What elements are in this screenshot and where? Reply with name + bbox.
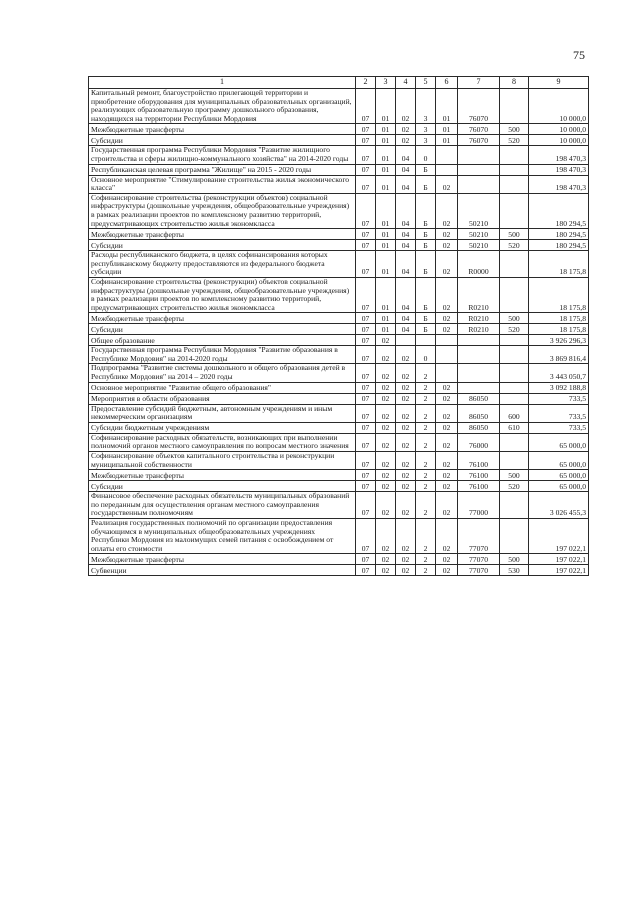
- target-article-cell: [458, 346, 500, 364]
- section-code-cell: 07: [356, 229, 376, 240]
- table-header-row: [89, 77, 589, 89]
- row-name-cell: Межбюджетные трансферты: [89, 470, 356, 481]
- program-code-cell: 02: [396, 364, 416, 382]
- target-article-cell: 76100: [458, 481, 500, 492]
- activity-code-cell: 01: [436, 89, 458, 124]
- program-code-cell: 02: [396, 554, 416, 565]
- table-row: [89, 124, 589, 135]
- table-row: [89, 346, 589, 364]
- expense-type-cell: [500, 277, 529, 312]
- expense-type-cell: [500, 492, 529, 519]
- program-code-cell: 04: [396, 229, 416, 240]
- subprogram-code-cell: 2: [416, 433, 436, 451]
- table-row: [89, 452, 589, 470]
- program-code-cell: 04: [396, 324, 416, 335]
- program-code-cell: 04: [396, 175, 416, 193]
- page-number: 75: [573, 48, 585, 62]
- subprogram-code-cell: 0: [416, 146, 436, 164]
- program-code-cell: 04: [396, 193, 416, 228]
- header-cell: 4: [396, 77, 416, 89]
- activity-code-cell: 02: [436, 422, 458, 433]
- table-row: [89, 404, 589, 422]
- amount-cell: 10 000,0: [529, 89, 589, 124]
- table-row: [89, 519, 589, 554]
- amount-cell: 3 869 816,4: [529, 346, 589, 364]
- section-code-cell: 07: [356, 470, 376, 481]
- activity-code-cell: 02: [436, 229, 458, 240]
- amount-cell: 3 926 296,3: [529, 335, 589, 346]
- subsection-code-cell: 01: [376, 277, 396, 312]
- subprogram-code-cell: 2: [416, 470, 436, 481]
- subprogram-code-cell: Б: [416, 277, 436, 312]
- expense-type-cell: 500: [500, 470, 529, 481]
- row-name-cell: Расходы республиканского бюджета, в целях софинансирования которых республиканскому бюджету предоставляются из федерального бюджета субсидии: [89, 251, 356, 278]
- amount-cell: 65 000,0: [529, 481, 589, 492]
- row-name-cell: Подпрограмма "Развитие системы дошкольного и общего образования детей в Республике Мордовия" на 2014 – 2020 годы: [89, 364, 356, 382]
- expense-type-cell: 500: [500, 554, 529, 565]
- section-code-cell: 07: [356, 492, 376, 519]
- table-row: [89, 481, 589, 492]
- subsection-code-cell: 02: [376, 565, 396, 576]
- table-row: [89, 135, 589, 146]
- header-cell: 5: [416, 77, 436, 89]
- table-row: [89, 492, 589, 519]
- amount-cell: 10 000,0: [529, 135, 589, 146]
- amount-cell: 198 470,3: [529, 146, 589, 164]
- section-code-cell: 07: [356, 346, 376, 364]
- section-code-cell: 07: [356, 175, 376, 193]
- table-row: [89, 565, 589, 576]
- program-code-cell: 02: [396, 519, 416, 554]
- subsection-code-cell: 02: [376, 519, 396, 554]
- target-article-cell: 77070: [458, 554, 500, 565]
- table-row: [89, 251, 589, 278]
- subsection-code-cell: 01: [376, 135, 396, 146]
- amount-cell: 3 092 188,8: [529, 382, 589, 393]
- section-code-cell: 07: [356, 240, 376, 251]
- row-name-cell: Софинансирование строительства (реконструкции) объектов социальной инфраструктуры (дошкольные учреждения, общеобразовательные учреждения) в рамках реализации проектов по комплексному развитию территорий, предусматривающих строительство жилья экономкласса: [89, 277, 356, 312]
- target-article-cell: [458, 146, 500, 164]
- header-cell: 6: [436, 77, 458, 89]
- table-row: [89, 164, 589, 175]
- header-cell: 8: [500, 77, 529, 89]
- section-code-cell: 07: [356, 124, 376, 135]
- subprogram-code-cell: 2: [416, 364, 436, 382]
- amount-cell: 3 026 455,3: [529, 492, 589, 519]
- expense-type-cell: 500: [500, 313, 529, 324]
- activity-code-cell: 02: [436, 404, 458, 422]
- table-row: [89, 229, 589, 240]
- section-code-cell: 07: [356, 251, 376, 278]
- row-name-cell: Субсидии: [89, 135, 356, 146]
- expense-type-cell: [500, 175, 529, 193]
- subprogram-code-cell: 2: [416, 393, 436, 404]
- subprogram-code-cell: 3: [416, 124, 436, 135]
- subsection-code-cell: 01: [376, 229, 396, 240]
- header-cell: 2: [356, 77, 376, 89]
- program-code-cell: 02: [396, 89, 416, 124]
- activity-code-cell: 02: [436, 240, 458, 251]
- budget-table: [88, 76, 589, 576]
- section-code-cell: 07: [356, 554, 376, 565]
- expense-type-cell: 520: [500, 135, 529, 146]
- amount-cell: 65 000,0: [529, 452, 589, 470]
- header-cell: 3: [376, 77, 396, 89]
- target-article-cell: 76100: [458, 470, 500, 481]
- table-row: [89, 364, 589, 382]
- target-article-cell: R0210: [458, 313, 500, 324]
- row-name-cell: Республиканская целевая программа "Жилище" на 2015 - 2020 годы: [89, 164, 356, 175]
- expense-type-cell: [500, 433, 529, 451]
- subprogram-code-cell: Б: [416, 324, 436, 335]
- subsection-code-cell: 02: [376, 364, 396, 382]
- table-row: [89, 335, 589, 346]
- expense-type-cell: [500, 452, 529, 470]
- section-code-cell: 07: [356, 335, 376, 346]
- activity-code-cell: 02: [436, 193, 458, 228]
- subprogram-code-cell: 2: [416, 382, 436, 393]
- row-name-cell: Софинансирование строительства (реконструкции объектов) социальной инфраструктуры (дошкольные учреждения, общеобразовательные учреждения) в рамках реализации проектов по комплексному развитию территорий, предусматривающих строительство жилья экономкласса: [89, 193, 356, 228]
- subsection-code-cell: 02: [376, 346, 396, 364]
- row-name-cell: Межбюджетные трансферты: [89, 229, 356, 240]
- table-row: [89, 382, 589, 393]
- activity-code-cell: 02: [436, 251, 458, 278]
- expense-type-cell: 610: [500, 422, 529, 433]
- row-name-cell: Субсидии бюджетным учреждениям: [89, 422, 356, 433]
- subprogram-code-cell: Б: [416, 193, 436, 228]
- target-article-cell: 76000: [458, 433, 500, 451]
- subsection-code-cell: 02: [376, 481, 396, 492]
- expense-type-cell: [500, 364, 529, 382]
- expense-type-cell: [500, 335, 529, 346]
- row-name-cell: Реализация государственных полномочий по организации предоставления обучающимся в муниципальных общеобразовательных учреждениях Республики Мордовия из малоимущих семей питания с освобождением от оплаты его стоимости: [89, 519, 356, 554]
- expense-type-cell: [500, 393, 529, 404]
- amount-cell: 18 175,8: [529, 324, 589, 335]
- expense-type-cell: [500, 146, 529, 164]
- section-code-cell: 07: [356, 277, 376, 312]
- subprogram-code-cell: 2: [416, 404, 436, 422]
- subsection-code-cell: 02: [376, 452, 396, 470]
- table-row: [89, 146, 589, 164]
- header-cell: 7: [458, 77, 500, 89]
- amount-cell: 197 022,1: [529, 554, 589, 565]
- subsection-code-cell: 02: [376, 433, 396, 451]
- subprogram-code-cell: 2: [416, 452, 436, 470]
- table-row: [89, 433, 589, 451]
- activity-code-cell: 02: [436, 452, 458, 470]
- subsection-code-cell: 01: [376, 313, 396, 324]
- activity-code-cell: 02: [436, 481, 458, 492]
- section-code-cell: 07: [356, 313, 376, 324]
- subprogram-code-cell: Б: [416, 251, 436, 278]
- activity-code-cell: 02: [436, 554, 458, 565]
- target-article-cell: 77070: [458, 519, 500, 554]
- target-article-cell: R0000: [458, 251, 500, 278]
- target-article-cell: [458, 335, 500, 346]
- target-article-cell: 86050: [458, 422, 500, 433]
- activity-code-cell: 02: [436, 393, 458, 404]
- target-article-cell: [458, 382, 500, 393]
- target-article-cell: 86050: [458, 393, 500, 404]
- row-name-cell: Основное мероприятие "Стимулирование строительства жилья экономического класса": [89, 175, 356, 193]
- activity-code-cell: [436, 335, 458, 346]
- target-article-cell: 50210: [458, 229, 500, 240]
- subprogram-code-cell: 2: [416, 481, 436, 492]
- activity-code-cell: 02: [436, 313, 458, 324]
- activity-code-cell: 02: [436, 382, 458, 393]
- subsection-code-cell: 01: [376, 175, 396, 193]
- subprogram-code-cell: [416, 335, 436, 346]
- subprogram-code-cell: 2: [416, 519, 436, 554]
- section-code-cell: 07: [356, 146, 376, 164]
- expense-type-cell: 520: [500, 481, 529, 492]
- expense-type-cell: 520: [500, 324, 529, 335]
- program-code-cell: 02: [396, 470, 416, 481]
- subprogram-code-cell: Б: [416, 313, 436, 324]
- table-row: [89, 393, 589, 404]
- program-code-cell: 02: [396, 422, 416, 433]
- target-article-cell: 76070: [458, 135, 500, 146]
- section-code-cell: 07: [356, 393, 376, 404]
- program-code-cell: [396, 335, 416, 346]
- program-code-cell: 02: [396, 404, 416, 422]
- program-code-cell: 02: [396, 492, 416, 519]
- expense-type-cell: [500, 251, 529, 278]
- target-article-cell: R0210: [458, 324, 500, 335]
- section-code-cell: 07: [356, 193, 376, 228]
- amount-cell: 197 022,1: [529, 519, 589, 554]
- header-cell: 9: [529, 77, 589, 89]
- section-code-cell: 07: [356, 433, 376, 451]
- program-code-cell: 02: [396, 433, 416, 451]
- activity-code-cell: 02: [436, 565, 458, 576]
- section-code-cell: 07: [356, 404, 376, 422]
- row-name-cell: Субсидии: [89, 481, 356, 492]
- row-name-cell: Межбюджетные трансферты: [89, 313, 356, 324]
- program-code-cell: 02: [396, 135, 416, 146]
- row-name-cell: Межбюджетные трансферты: [89, 124, 356, 135]
- subprogram-code-cell: Б: [416, 240, 436, 251]
- subprogram-code-cell: 2: [416, 565, 436, 576]
- subsection-code-cell: 01: [376, 89, 396, 124]
- subsection-code-cell: 02: [376, 470, 396, 481]
- amount-cell: 180 294,5: [529, 240, 589, 251]
- subsection-code-cell: 01: [376, 146, 396, 164]
- subsection-code-cell: 01: [376, 251, 396, 278]
- expense-type-cell: [500, 193, 529, 228]
- expense-type-cell: [500, 382, 529, 393]
- amount-cell: 198 470,3: [529, 164, 589, 175]
- table-row: [89, 193, 589, 228]
- subprogram-code-cell: 2: [416, 422, 436, 433]
- expense-type-cell: [500, 164, 529, 175]
- activity-code-cell: 01: [436, 124, 458, 135]
- amount-cell: 10 000,0: [529, 124, 589, 135]
- expense-type-cell: 520: [500, 240, 529, 251]
- row-name-cell: Софинансирование расходных обязательств, возникающих при выполнении полномочий органов местного самоуправления по вопросам местного значения: [89, 433, 356, 451]
- row-name-cell: Государственная программа Республики Мордовия "Развитие образования в Республике Мордовия" на 2014-2020 годы: [89, 346, 356, 364]
- program-code-cell: 04: [396, 240, 416, 251]
- amount-cell: 180 294,5: [529, 193, 589, 228]
- target-article-cell: 77000: [458, 492, 500, 519]
- table-row: [89, 89, 589, 124]
- subsection-code-cell: 02: [376, 382, 396, 393]
- row-name-cell: Субвенции: [89, 565, 356, 576]
- section-code-cell: 07: [356, 519, 376, 554]
- amount-cell: 198 470,3: [529, 175, 589, 193]
- target-article-cell: 76070: [458, 89, 500, 124]
- expense-type-cell: [500, 89, 529, 124]
- program-code-cell: 02: [396, 124, 416, 135]
- subprogram-code-cell: 3: [416, 89, 436, 124]
- amount-cell: 65 000,0: [529, 470, 589, 481]
- program-code-cell: 04: [396, 146, 416, 164]
- subsection-code-cell: 02: [376, 422, 396, 433]
- section-code-cell: 07: [356, 89, 376, 124]
- section-code-cell: 07: [356, 324, 376, 335]
- section-code-cell: 07: [356, 164, 376, 175]
- subsection-code-cell: 01: [376, 124, 396, 135]
- target-article-cell: 50210: [458, 240, 500, 251]
- activity-code-cell: 02: [436, 492, 458, 519]
- program-code-cell: 04: [396, 251, 416, 278]
- subprogram-code-cell: 2: [416, 554, 436, 565]
- subprogram-code-cell: 3: [416, 135, 436, 146]
- table-row: [89, 422, 589, 433]
- table-row: [89, 324, 589, 335]
- row-name-cell: Предоставление субсидий бюджетным, автономным учреждениям и иным некоммерческим организациям: [89, 404, 356, 422]
- subsection-code-cell: 01: [376, 324, 396, 335]
- subprogram-code-cell: Б: [416, 164, 436, 175]
- amount-cell: 197 022,1: [529, 565, 589, 576]
- expense-type-cell: 500: [500, 124, 529, 135]
- activity-code-cell: [436, 364, 458, 382]
- amount-cell: 65 000,0: [529, 433, 589, 451]
- section-code-cell: 07: [356, 135, 376, 146]
- program-code-cell: 04: [396, 277, 416, 312]
- activity-code-cell: [436, 146, 458, 164]
- expense-type-cell: [500, 346, 529, 364]
- target-article-cell: R0210: [458, 277, 500, 312]
- expense-type-cell: 600: [500, 404, 529, 422]
- target-article-cell: 50210: [458, 193, 500, 228]
- expense-type-cell: [500, 519, 529, 554]
- amount-cell: 733,5: [529, 393, 589, 404]
- section-code-cell: 07: [356, 565, 376, 576]
- target-article-cell: 86050: [458, 404, 500, 422]
- amount-cell: 18 175,8: [529, 313, 589, 324]
- expense-type-cell: 500: [500, 229, 529, 240]
- row-name-cell: Межбюджетные трансферты: [89, 554, 356, 565]
- table-row: [89, 240, 589, 251]
- activity-code-cell: 02: [436, 519, 458, 554]
- target-article-cell: 76100: [458, 452, 500, 470]
- subsection-code-cell: 02: [376, 335, 396, 346]
- program-code-cell: 02: [396, 382, 416, 393]
- subsection-code-cell: 02: [376, 404, 396, 422]
- row-name-cell: Капитальный ремонт, благоустройство прилегающей территории и приобретение оборудования для муниципальных образовательных организаций, реализующих образовательную программу дошкольного образования, находящихся на территории Республики Мордовия: [89, 89, 356, 124]
- expense-type-cell: 530: [500, 565, 529, 576]
- target-article-cell: [458, 164, 500, 175]
- section-code-cell: 07: [356, 452, 376, 470]
- subsection-code-cell: 01: [376, 240, 396, 251]
- section-code-cell: 07: [356, 364, 376, 382]
- section-code-cell: 07: [356, 382, 376, 393]
- activity-code-cell: 02: [436, 324, 458, 335]
- subsection-code-cell: 02: [376, 554, 396, 565]
- activity-code-cell: [436, 346, 458, 364]
- program-code-cell: 02: [396, 452, 416, 470]
- activity-code-cell: 02: [436, 277, 458, 312]
- activity-code-cell: 02: [436, 433, 458, 451]
- target-article-cell: 76070: [458, 124, 500, 135]
- subprogram-code-cell: 2: [416, 492, 436, 519]
- program-code-cell: 04: [396, 164, 416, 175]
- table-row: [89, 175, 589, 193]
- program-code-cell: 02: [396, 393, 416, 404]
- subprogram-code-cell: Б: [416, 229, 436, 240]
- program-code-cell: 04: [396, 313, 416, 324]
- program-code-cell: 02: [396, 565, 416, 576]
- activity-code-cell: 02: [436, 470, 458, 481]
- section-code-cell: 07: [356, 481, 376, 492]
- row-name-cell: Основное мероприятие "Развитие общего образования": [89, 382, 356, 393]
- target-article-cell: 77070: [458, 565, 500, 576]
- amount-cell: 3 443 050,7: [529, 364, 589, 382]
- table-row: [89, 554, 589, 565]
- row-name-cell: Субсидии: [89, 324, 356, 335]
- row-name-cell: Финансовое обеспечение расходных обязательств муниципальных образований по переданным для осуществления органам местного самоуправления государственным полномочиям: [89, 492, 356, 519]
- table-row: [89, 277, 589, 312]
- header-cell: 1: [89, 77, 356, 89]
- amount-cell: 180 294,5: [529, 229, 589, 240]
- subsection-code-cell: 01: [376, 193, 396, 228]
- row-name-cell: Общее образование: [89, 335, 356, 346]
- subprogram-code-cell: 0: [416, 346, 436, 364]
- program-code-cell: 02: [396, 346, 416, 364]
- table-row: [89, 313, 589, 324]
- activity-code-cell: 02: [436, 175, 458, 193]
- activity-code-cell: 01: [436, 135, 458, 146]
- target-article-cell: [458, 364, 500, 382]
- activity-code-cell: [436, 164, 458, 175]
- row-name-cell: Софинансирование объектов капитального строительства и реконструкции муниципальной собственности: [89, 452, 356, 470]
- amount-cell: 18 175,8: [529, 251, 589, 278]
- row-name-cell: Субсидии: [89, 240, 356, 251]
- target-article-cell: [458, 175, 500, 193]
- program-code-cell: 02: [396, 481, 416, 492]
- table-row: [89, 470, 589, 481]
- subsection-code-cell: 01: [376, 164, 396, 175]
- section-code-cell: 07: [356, 422, 376, 433]
- amount-cell: 18 175,8: [529, 277, 589, 312]
- amount-cell: 733,5: [529, 404, 589, 422]
- row-name-cell: Государственная программа Республики Мордовия "Развитие жилищного строительства и сферы жилищно-коммунального хозяйства" на 2014-2020 годы: [89, 146, 356, 164]
- subsection-code-cell: 02: [376, 492, 396, 519]
- amount-cell: 733,5: [529, 422, 589, 433]
- subprogram-code-cell: Б: [416, 175, 436, 193]
- row-name-cell: Мероприятия в области образования: [89, 393, 356, 404]
- subsection-code-cell: 02: [376, 393, 396, 404]
